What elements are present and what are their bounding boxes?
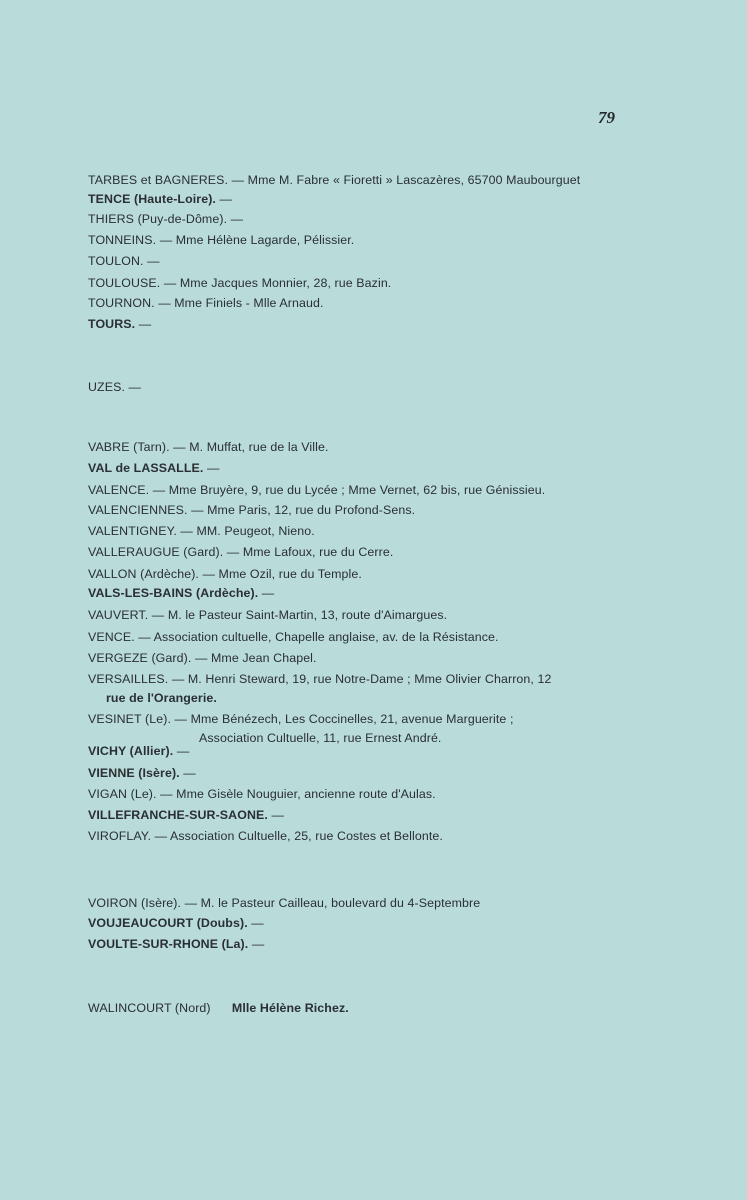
list-item (88, 670, 708, 708)
entry-place: VOULTE-SUR-RHONE (La). (88, 937, 249, 951)
entry-detail: — M. Muffat, rue de la Ville. (169, 440, 329, 454)
list-item (88, 481, 708, 500)
list-item (88, 378, 708, 397)
entry-place: VICHY (Allier). (88, 744, 174, 758)
list-item (88, 210, 708, 229)
list-item (88, 438, 708, 457)
entry-place: VALLON (Ardèche). (88, 567, 199, 581)
list-item (88, 606, 708, 625)
entry-place: VILLEFRANCHE-SUR-SAONE. (88, 808, 268, 822)
list-item (88, 274, 708, 293)
entry-detail: — Mme Gisèle Nouguier, ancienne route d'Aulas. (156, 787, 436, 801)
entry-detail: — (173, 744, 190, 758)
entry-detail: — MM. Peugeot, Nieno. (176, 524, 315, 538)
entry-place: VALLERAUGUE (Gard). (88, 545, 224, 559)
entry-detail: — Mme Paris, 12, rue du Profond-Sens. (187, 503, 416, 517)
list-item (88, 231, 708, 250)
entry-detail: — M. Henri Steward, 19, rue Notre-Dame ; Mme Olivier Charron, 12 (168, 672, 552, 686)
entry-detail: — Mme Ozil, rue du Temple. (198, 567, 362, 581)
entry-continuation: rue de l'Orangerie. (106, 691, 217, 705)
list-item (88, 935, 708, 954)
list-item (88, 459, 708, 478)
list-item (88, 522, 708, 541)
list-item (88, 252, 708, 271)
entry-detail: — Association cultuelle, Chapelle anglaise, av. de la Résistance. (134, 630, 499, 644)
list-item (88, 584, 708, 603)
entry-detail: — Mme Lafoux, rue du Cerre. (223, 545, 394, 559)
entry-detail: — Mme Jean Chapel. (191, 651, 317, 665)
list-item (88, 543, 708, 562)
entry-detail: — Mme Bénézech, Les Coccinelles, 21, avenue Marguerite ; (171, 712, 514, 726)
entry-place: VERSAILLES. (88, 672, 169, 686)
entry-detail: — (247, 916, 264, 930)
list-item (88, 501, 708, 520)
list-item (88, 315, 708, 334)
entry-place: TOURS. (88, 317, 136, 331)
entry-place: VIROFLAY. (88, 829, 152, 843)
entry-place: VALENCE. (88, 483, 150, 497)
entry-detail: — (215, 192, 233, 206)
entry-detail: — Mme Hélène Lagarde, Pélissier. (156, 233, 355, 247)
entry-detail: — (135, 317, 152, 331)
list-item (88, 806, 708, 825)
entry-place: VERGEZE (Gard). (88, 651, 192, 665)
entry-place: VOUJEAUCOURT (Doubs). (88, 916, 248, 930)
entry-detail: — Association Cultuelle, 25, rue Costes et Bellonte. (151, 829, 443, 843)
list-item (88, 628, 708, 647)
entry-place: VESINET (Le). (88, 712, 172, 726)
entry-place: TONNEINS. (88, 233, 157, 247)
list-item (88, 914, 708, 933)
entry-detail: — M. le Pasteur Saint-Martin, 13, route d'Aimargues. (148, 608, 448, 622)
list-item (88, 171, 708, 190)
entry-detail: — (258, 586, 275, 600)
list-item (88, 649, 708, 668)
entry-place: VENCE. (88, 630, 135, 644)
list-item (88, 190, 708, 209)
list-item (88, 827, 708, 846)
entry-place: TOULON. (88, 254, 144, 268)
entry-detail: — (267, 808, 284, 822)
page-number: 79 (598, 108, 615, 127)
entry-place: VIENNE (Isère). (88, 766, 180, 780)
entry-place: TOURNON. (88, 296, 155, 310)
entry-detail: — Mme Finiels - Mlle Arnaud. (154, 296, 324, 310)
entry-place: TENCE (Haute-Loire). (88, 192, 216, 206)
list-item (88, 764, 708, 783)
entry-place: VALENTIGNEY. (88, 524, 177, 538)
entry-detail: — M. le Pasteur Cailleau, boulevard du 4-Septembre (181, 896, 481, 910)
entry-place: TARBES et BAGNERES. (88, 173, 229, 187)
entry-place: VIGAN (Le). (88, 787, 157, 801)
entry-detail: — Mme Jacques Monnier, 28, rue Bazin. (160, 276, 392, 290)
entry-detail: — Mme Bruyère, 9, rue du Lycée ; Mme Vernet, 62 bis, rue Génissieu. (149, 483, 546, 497)
list-item (88, 999, 708, 1018)
entry-detail: — (179, 766, 196, 780)
list-item (88, 565, 708, 584)
entry-detail: — (248, 937, 265, 951)
entry-detail: Mlle Hélène Richez. (210, 1001, 349, 1015)
entry-place: UZES. (88, 380, 125, 394)
entry-place: TOULOUSE. (88, 276, 161, 290)
list-item (88, 894, 708, 913)
entry-detail: — (227, 212, 244, 226)
entry-place: VOIRON (Isère). (88, 896, 182, 910)
list-item (88, 742, 708, 761)
entry-detail: — (125, 380, 142, 394)
entry-detail: — Mme M. Fabre « Fioretti » Lascazères, 65700 Maubourguet (228, 173, 581, 187)
entry-detail: — (143, 254, 160, 268)
entry-place: VALS-LES-BAINS (Ardèche). (88, 586, 259, 600)
entry-continuation: Association Cultuelle, 11, rue Ernest André. (199, 731, 442, 745)
entry-place: THIERS (Puy-de-Dôme). (88, 212, 228, 226)
entry-detail: — (203, 461, 220, 475)
list-item (88, 294, 708, 313)
entry-place: WALINCOURT (Nord) (88, 1001, 211, 1015)
entry-place: VABRE (Tarn). (88, 440, 170, 454)
entry-place: VALENCIENNES. (88, 503, 188, 517)
list-item (88, 785, 708, 804)
entry-place: VAL de LASSALLE. (88, 461, 204, 475)
entry-place: VAUVERT. (88, 608, 149, 622)
